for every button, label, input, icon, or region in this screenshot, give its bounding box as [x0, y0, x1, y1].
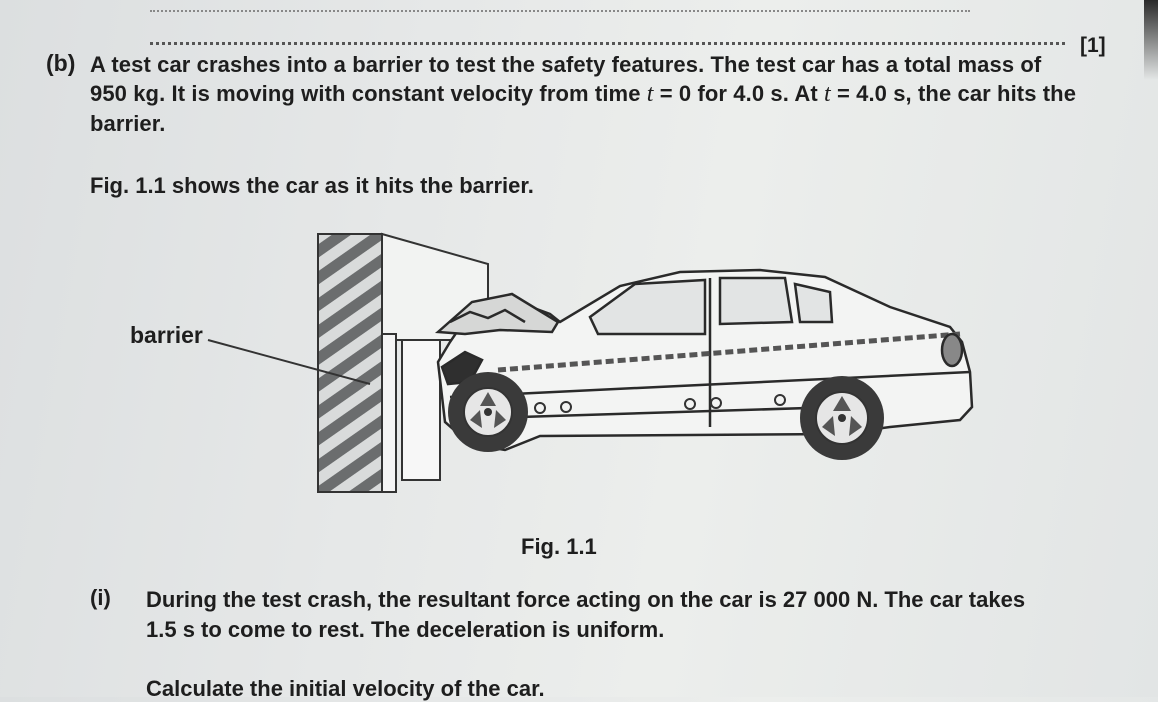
part-b-line-3: barrier. [90, 111, 166, 136]
time-symbol: t [646, 81, 654, 107]
line2-end: = 4.0 s, the car hits the [830, 81, 1077, 106]
answer-line-top [150, 0, 970, 12]
part-b-paragraph [90, 50, 1125, 138]
marks-indicator: [1] [1080, 34, 1106, 57]
part-i-paragraph [146, 585, 1136, 645]
barrier-label: barrier [130, 322, 203, 348]
part-b-label: (b) [46, 50, 76, 76]
line2-start: 950 kg. It is moving with constant velocity from time [90, 81, 647, 106]
part-i-label: (i) [90, 585, 111, 610]
part-b-line-2 [90, 79, 1125, 109]
photo-edge-shadow [1144, 0, 1158, 80]
front-wheel [448, 372, 528, 452]
figure-reference: Fig. 1.1 shows the car as it hits the barrier. [90, 173, 534, 198]
line2-mid: = 0 for 4.0 s. At [653, 81, 824, 106]
rear-wheel [800, 376, 884, 460]
part-b-line-1: A test car crashes into a barrier to test the safety features. The test car has a total mass of [90, 52, 1042, 77]
part-i-line-2: 1.5 s to come to rest. The deceleration is uniform. [146, 617, 665, 642]
answer-line [150, 12, 1065, 45]
time-symbol-2: t [823, 81, 831, 107]
question-text: Calculate the initial velocity of the car. [146, 676, 545, 701]
figure-caption: Fig. 1.1 [521, 534, 597, 559]
crash-figure [120, 222, 1000, 502]
part-i-line-1: During the test crash, the resultant force acting on the car is 27 000 N. The car takes [146, 587, 1026, 612]
